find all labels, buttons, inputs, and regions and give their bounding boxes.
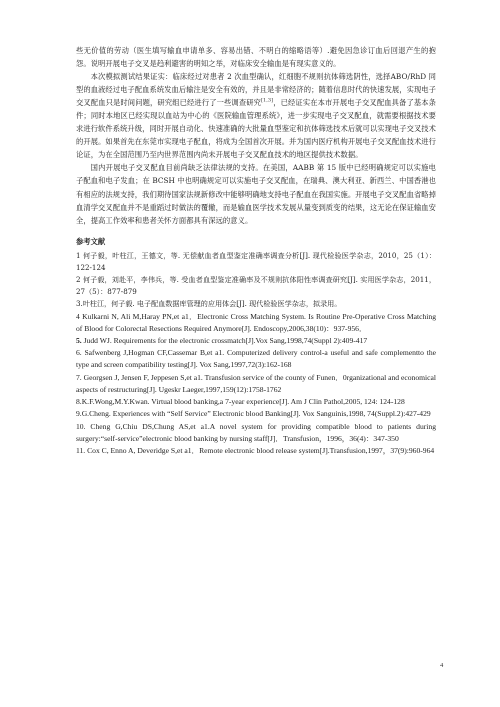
paragraph-continuation: 些无价值的劳动（医生填写输血申请单多、容易出错、不明白的缩略语等）.避免因急诊订血后回退产生的抱怨。说明开展电子交叉是趋利避害的明知之举，对临床安全输血是有现实意义的。 bbox=[76, 46, 436, 69]
reference-item: 4 Kulkarni N, Ali M,Haray PN,et a1．Electronic Cross Matching System. Is Routine Pre-Operative Cross Matching of Blood for Colorectal Resections Required Anymore[J]. Endoscopy,2006,38(10)：937-956． bbox=[76, 311, 436, 333]
reference-item: 8.K.F.Wong,M.Y.Kwan. Virtual blood banking,a 7-year experience[J]. Am J Clin Pathol,2005, 124: 124-128 bbox=[76, 397, 405, 407]
references-heading: 参考文献 bbox=[76, 236, 106, 246]
references-list bbox=[76, 250, 436, 457]
paragraph-text: ，已经证实在本市开展电子交叉配血具备了基本条件；同时本地区已经实现以血站为中心的《医院输血管理系统》，进一步实现电子交叉配血，就需要根据技术要求进行软件系统升级，同时开展自动化、快速准确的大批量血型鉴定和抗体筛选技术后就可以实现电子交叉技术的开展。如果首先在东莞市实现电子配血，将成为全国首次开展。并为国内医疗机构开展电子交叉配血技术进行论证，为在全国范围乃至内世界范围内尚未开展电子交叉配血技术的地区提供技术数据。 bbox=[76, 98, 436, 160]
reference-item: 6. Safwenberg J,Hogman CF,Cassemar B,et a1. Computerized delivery control-a useful and safe complementto the type and screen compatibility testing[J]. Vox Sang,1997,72(3):162-168 bbox=[76, 348, 436, 370]
paper-page bbox=[76, 44, 436, 457]
reference-number: 5. bbox=[76, 336, 82, 346]
paragraph-simulation-results bbox=[76, 70, 436, 161]
reference-text: Judd WJ. Requirements for the electronic crossmatch[J].Vox Sang,1998,74(Suppl 2):409-417 bbox=[81, 336, 368, 346]
reference-item: 11. Cox C, Enno A, Deveridge S,et a1．Remote electronic blood release system[J].Transfusion,1997，37(9):960-964 bbox=[76, 445, 435, 455]
page-number: 4 bbox=[440, 662, 444, 669]
reference-item bbox=[76, 335, 436, 347]
paragraph-regulations: 国内开展电子交叉配血目前尚缺乏法律法规的支持。在美国，AABB 第 15 版中已经明确规定可以实施电子配血和电子发血；在 BCSH 中也明确规定可以实施电子交叉配血，在瑞典、澳大利亚、新西兰、中国香港也有相应的法规支持，我们期待国家法规新修改中能够明确地支持电子配血在我国实施。开展电子交叉配血省略掉血清学交叉配血并不是重蹈过时做法的覆辙，而是输血医学技术发展从量变到质变的结果，这无论在保证输血安全，提高工作效率和患者关怀方面都具有深远的意义。 bbox=[76, 163, 436, 225]
reference-item: 10. Cheng G,Chiu DS,Chung AS,et a1.A novel system for providing compatible blood to patients during surgery:“self-service”electronic blood banking by nursing staff[J]．Transfusion，1996，36(4)：347-350 bbox=[76, 421, 436, 443]
reference-item: 1 何子毅，叶柱江，王德文，等. 无偿献血者血型鉴定准确率调查分析[J]. 现代检验医学杂志，2010，25（1）：122-124 bbox=[76, 250, 436, 272]
paragraph-text: 本次模拟测试结果证实：临床经过对患者 2 次血型确认，红细胞不规则抗体筛选阴性，选择ABO/RhD 同型的血液经过电子配血系统发血后输注是安全有效的，并且是非常经济的；随着信息时代的快速发展，实现电子交叉配血只是时间问题，研究组已经进行了一些调查研究 bbox=[76, 72, 436, 108]
reference-item: 2 何子毅，刘赴平，李伟兵，等. 受血者血型鉴定准确率及不规则抗体阳性率调查研究[J]. 实用医学杂志，2011，27（5）：877-879 bbox=[76, 275, 436, 297]
citation-superscript: [1,3] bbox=[261, 97, 274, 104]
reference-item: 9.G.Cheng. Experiences with “Self Service” Electronic blood Banking[J]. Vox Sanguinis,1998, 74(Suppl.2):427-429 bbox=[76, 409, 431, 419]
reference-item: 3.叶柱江，何子毅. 电子配血数据库管理的应用体会[J]. 现代检验医学杂志，拟录用。 bbox=[76, 299, 342, 309]
reference-item: 7. Georgsen J, Jensen F, Jeppesen S,et a1. Transfusion service of the county of Funen．0rganizational and economical aspects of restructuring[J]. Ugeskr Laeger,1997,159(12):1758-1762 bbox=[76, 372, 436, 394]
